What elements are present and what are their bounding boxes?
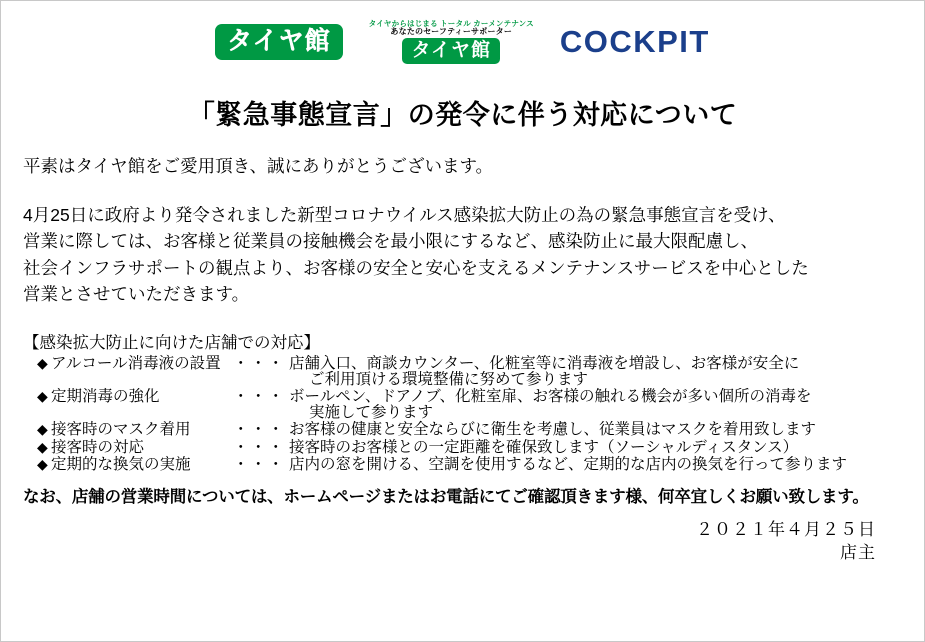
diamond-bullet-icon: ◆	[37, 438, 48, 455]
logo-row	[1, 1, 924, 71]
measure-label: アルコール消毒液の設置	[51, 355, 221, 373]
measure-dots: ・・・	[233, 355, 286, 373]
measure-description	[289, 389, 902, 420]
measure-description-line-2: 実施して参ります	[309, 403, 434, 421]
measure-label: 定期消毒の強化	[51, 388, 160, 406]
measures-section-heading: 【感染拡大防止に向けた店舗での対応】	[23, 333, 320, 352]
tirekan-logo	[215, 24, 343, 60]
diamond-bullet-icon: ◆	[37, 388, 48, 405]
intro-paragraph-line-4: 営業とさせていただきます。	[23, 284, 250, 305]
list-item	[23, 356, 902, 387]
measure-label: 接客時の対応	[51, 438, 145, 456]
measure-description-line-2: ご利用頂ける環境整備に努めて参ります	[309, 370, 589, 388]
closing-note: なお、店舗の営業時間については、ホームページまたはお電話にてご確認頂きます様、何卒宜しくお願い致します。	[23, 487, 869, 506]
intro-paragraph-line-1: 4月25日に政府より発令されました新型コロナウイルス感染拡大防止の為の緊急事態宣言を受け、	[23, 204, 786, 225]
measure-dots: ・・・	[233, 388, 286, 406]
list-item	[23, 422, 902, 438]
safety-supporter-tagline-black: あなたのセーフティーサポーター	[390, 27, 513, 37]
diamond-bullet-icon: ◆	[37, 355, 48, 372]
measure-label: 接客時のマスク着用	[51, 421, 191, 439]
greeting-text: 平素はタイヤ館をご愛用頂き、誠にありがとうございます。	[23, 156, 494, 176]
measure-description-line-1: ボールペン、ドアノブ、化粧室扉、お客様の触れる機会が多い個所の消毒を	[289, 388, 812, 406]
cockpit-logo: COCKPIT	[559, 24, 710, 59]
measure-dots: ・・・	[233, 456, 286, 474]
measure-description	[289, 356, 902, 387]
intro-paragraph	[23, 202, 902, 308]
list-item	[23, 440, 902, 456]
signature-block	[23, 519, 902, 565]
safety-supporter-logo-text: タイヤ館	[402, 38, 500, 64]
measure-description-line-1: 店舗入口、商談カウンター、化粧室等に消毒液を増設し、お客様が安全に	[289, 355, 800, 373]
safety-supporter-tagline-green: タイヤからはじまる トータル カーメンテナンス	[368, 18, 534, 28]
tirekan-logo-text: タイヤ館	[227, 27, 331, 55]
intro-paragraph-line-3: 社会インフラサポートの観点より、お客様の安全と安心を支えるメンテナンスサービスを中心とした	[23, 257, 809, 278]
diamond-bullet-icon: ◆	[37, 421, 48, 438]
measure-label: 定期的な換気の実施	[51, 456, 191, 474]
measure-dots: ・・・	[233, 421, 286, 439]
measure-dots: ・・・	[233, 438, 286, 456]
list-item	[23, 389, 902, 420]
intro-paragraph-line-2: 営業に際しては、お客様と従業員の接触機会を最小限にするなど、感染防止に最大限配慮し、	[23, 231, 758, 252]
diamond-bullet-icon: ◆	[37, 456, 48, 473]
measure-description: 店内の窓を開ける、空調を使用するなど、定期的な店内の換気を行って参ります	[289, 456, 848, 474]
document-body	[1, 158, 924, 565]
measures-list	[23, 356, 902, 473]
safety-supporter-logo	[369, 20, 534, 65]
list-item	[23, 457, 902, 473]
signature-author: 店主	[840, 543, 876, 563]
measure-description: お客様の健康と安全ならびに衛生を考慮し、従業員はマスクを着用致します	[289, 421, 817, 439]
signature-date: ２０２１年４月２５日	[696, 520, 876, 540]
measure-description: 接客時のお客様との一定距離を確保致します（ソーシャルディスタンス）	[289, 438, 799, 456]
page-title: 「緊急事態宣言」の発令に伴う対応について	[187, 100, 738, 130]
